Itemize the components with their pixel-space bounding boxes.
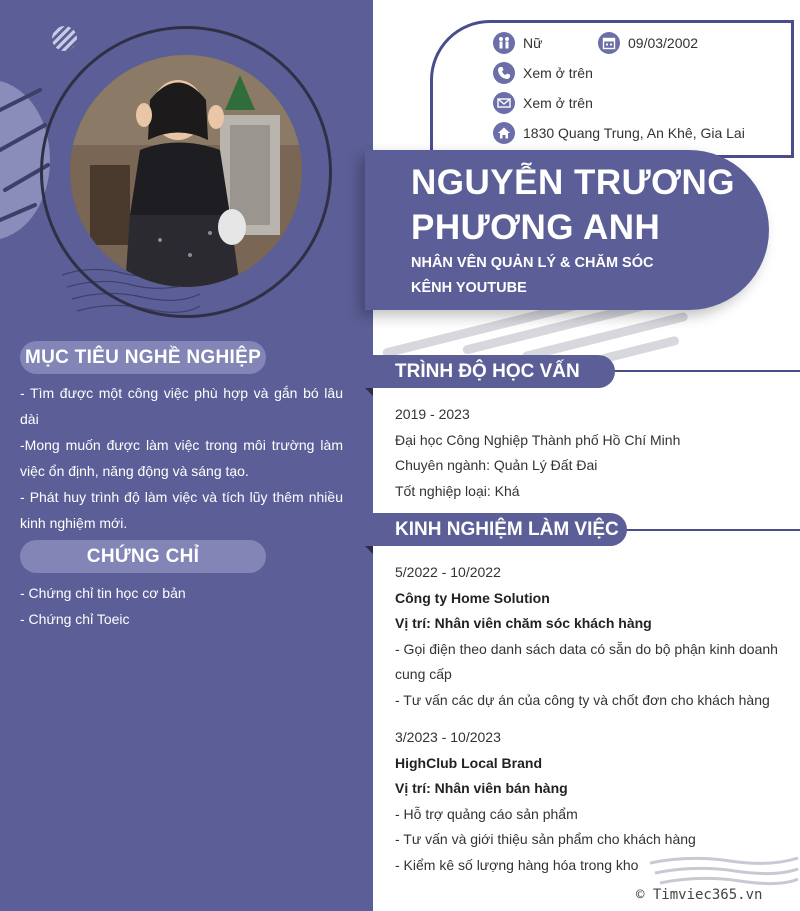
job-position: Vị trí: Nhân viên chăm sóc khách hàng xyxy=(395,615,652,631)
certificates-heading: CHỨNG CHỈ xyxy=(20,540,266,573)
phone-value: Xem ở trên xyxy=(523,65,593,81)
job-duty: - Kiểm kê số lượng hàng hóa trong kho xyxy=(395,856,639,873)
education-heading: TRÌNH ĐỘ HỌC VẤN xyxy=(365,355,615,388)
job-title-line-2: KÊNH YOUTUBE xyxy=(411,280,527,296)
email-icon xyxy=(493,92,515,114)
email-value: Xem ở trên xyxy=(523,95,593,111)
objective-line: -Mong muốn được làm việc trong môi trường làm việc ổn định, năng động và sáng tạo. xyxy=(20,437,343,479)
phone-icon xyxy=(493,62,515,84)
job-period: 3/2023 - 10/2023 xyxy=(395,729,501,745)
dob-row xyxy=(598,32,698,54)
job-company: Công ty Home Solution xyxy=(395,589,550,606)
calendar-icon xyxy=(598,32,620,54)
education-grade: Tốt nghiệp loại: Khá xyxy=(395,482,520,499)
gender-row xyxy=(493,32,542,54)
gender-icon xyxy=(493,32,515,54)
job-position: Vị trí: Nhân viên bán hàng xyxy=(395,780,568,796)
education-school: Đại học Công Nghiệp Thành phố Hồ Chí Minh xyxy=(395,431,681,448)
objective-heading: MỤC TIÊU NGHỀ NGHIỆP xyxy=(20,341,266,374)
heading-fold xyxy=(365,388,373,396)
certificate-item: - Chứng chỉ Toeic xyxy=(20,611,130,627)
education-heading-line xyxy=(600,370,800,372)
name-banner xyxy=(365,150,769,310)
name-line-2: PHƯƠNG ANH xyxy=(411,208,661,247)
home-icon xyxy=(493,122,515,144)
avatar xyxy=(70,55,302,287)
objective-line: - Phát huy trình độ làm việc và tích lũy thêm nhiều kinh nghiệm mới. xyxy=(20,489,343,531)
certificates-list xyxy=(20,580,343,632)
job-duty: - Gọi điện theo danh sách data có sẵn do bộ phận kinh doanh cung cấp xyxy=(395,640,778,682)
experience-heading: KINH NGHIỆM LÀM VIỆC xyxy=(365,513,627,546)
education-details xyxy=(395,402,780,504)
job-company: HighClub Local Brand xyxy=(395,754,542,771)
left-column xyxy=(0,0,373,911)
job-duty: - Tư vấn và giới thiệu sản phẩm cho khách hàng xyxy=(395,831,696,847)
dob-value: 09/03/2002 xyxy=(628,35,699,51)
objective-line: - Tìm được một công việc phù hợp và gắn bó lâu dài xyxy=(20,385,343,427)
email-row xyxy=(493,92,593,114)
gender-value: Nữ xyxy=(523,35,543,51)
address-value: 1830 Quang Trung, An Khê, Gia Lai xyxy=(523,125,745,141)
address-row xyxy=(493,122,745,144)
phone-row xyxy=(493,62,593,84)
objective-text xyxy=(20,380,343,536)
heading-fold xyxy=(365,546,373,554)
job-period: 5/2022 - 10/2022 xyxy=(395,564,501,580)
job-duty: - Tư vấn các dự án của công ty và chốt đơn cho khách hàng xyxy=(395,691,770,708)
profile-photo xyxy=(70,55,302,287)
certificate-item: - Chứng chỉ tin học cơ bản xyxy=(20,585,186,601)
full-name xyxy=(411,160,735,250)
education-major: Chuyên ngành: Quản Lý Đất Đai xyxy=(395,457,598,473)
experience-job xyxy=(395,725,780,878)
experience-job xyxy=(395,560,780,713)
name-line-1: NGUYỄN TRƯƠNG xyxy=(411,163,736,202)
decorative-dot xyxy=(52,26,77,51)
watermark: © Timviec365.vn xyxy=(636,887,763,903)
job-duty: - Hỗ trợ quảng cáo sản phẩm xyxy=(395,805,578,822)
education-period: 2019 - 2023 xyxy=(395,406,470,422)
job-title-line-1: NHÂN VÊN QUẢN LÝ & CHĂM SÓC xyxy=(411,255,654,271)
experience-heading-line xyxy=(610,529,800,531)
job-title xyxy=(411,251,653,301)
